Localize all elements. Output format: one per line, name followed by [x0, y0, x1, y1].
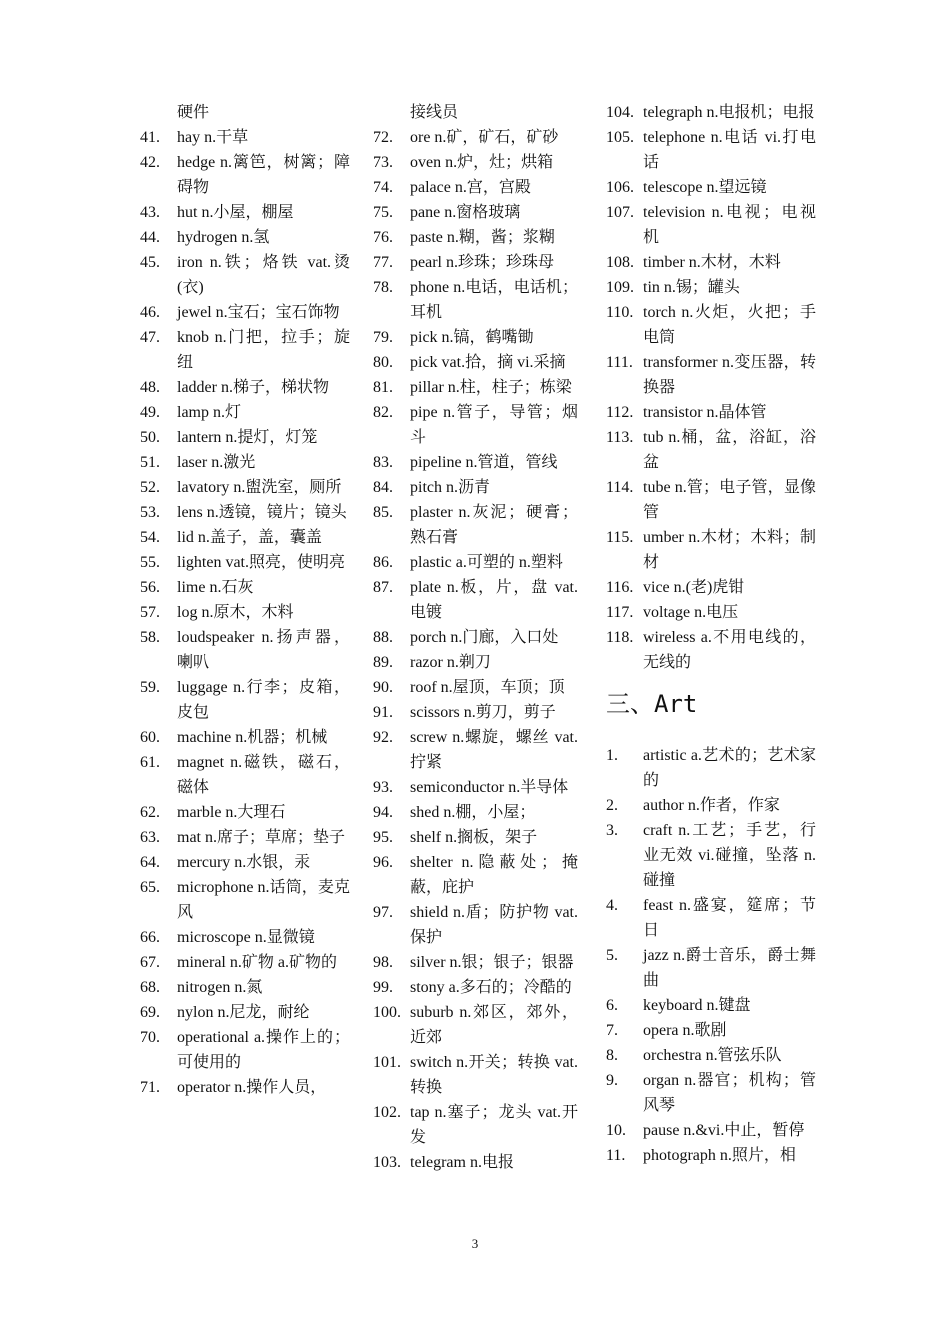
entry-text: telegram n.电报: [410, 1154, 514, 1171]
entry-number: 94.: [373, 804, 393, 821]
vocab-entry: [140, 750, 350, 800]
entry-text: lantern n.提灯，灯笼: [177, 429, 318, 446]
entry-number: 80.: [373, 354, 393, 371]
entry-text: knob n.门把，拉手；旋纽: [177, 329, 350, 371]
vocab-entry: [373, 175, 578, 200]
entry-text: plastic a.可塑的 n.塑料: [410, 554, 563, 571]
entry-text: television n.电视；电视机: [643, 204, 816, 246]
entry-text: iron n.铁；烙铁 vat.烫(衣): [177, 254, 350, 296]
vocab-entry: [606, 1068, 816, 1118]
entry-text: tap n.塞子；龙头 vat.开发: [410, 1104, 578, 1146]
column-1: [140, 100, 350, 1100]
entry-text: roof n.屋顶，车顶；顶: [410, 679, 565, 696]
entry-text: lighten vat.照亮，使明亮: [177, 554, 345, 571]
entry-text: magnet n.磁铁，磁石，磁体: [177, 754, 350, 796]
entry-number: 75.: [373, 204, 393, 221]
entry-number: 43.: [140, 204, 160, 221]
entry-text: transistor n.晶体管: [643, 404, 767, 421]
vocab-entry: [606, 1018, 816, 1043]
vocab-entry: [373, 550, 578, 575]
vocab-entry: [373, 575, 578, 625]
vocab-entry: [140, 975, 350, 1000]
entry-number: 47.: [140, 329, 160, 346]
entry-text: pick n.镐，鹤嘴锄: [410, 329, 534, 346]
entry-number: 117.: [606, 604, 634, 621]
entry-number: 109.: [606, 279, 634, 296]
entry-text: silver n.银；银子；银器: [410, 954, 574, 971]
entry-number: 41.: [140, 129, 160, 146]
entry-text: lens n.透镜，镜片；镜头: [177, 504, 347, 521]
continued-text: 接线员: [410, 104, 459, 121]
entry-number: 4.: [606, 897, 618, 914]
entry-number: 54.: [140, 529, 160, 546]
entry-number: 53.: [140, 504, 160, 521]
entry-text: pause n.&vi.中止，暂停: [643, 1122, 805, 1139]
entry-text: tube n.管；电子管，显像管: [643, 479, 816, 521]
entry-text: microphone n.话筒，麦克风: [177, 879, 350, 921]
column-3: [606, 100, 816, 1168]
entry-number: 6.: [606, 997, 618, 1014]
vocab-entry: [140, 450, 350, 475]
entry-text: timber n.木材，木料: [643, 254, 781, 271]
entry-number: 105.: [606, 129, 634, 146]
vocab-entry: [373, 900, 578, 950]
vocab-list: [373, 125, 578, 1175]
vocab-entry: [140, 475, 350, 500]
vocab-entry: [373, 275, 578, 325]
vocab-entry: [373, 625, 578, 650]
entry-text: lamp n.灯: [177, 404, 241, 421]
entry-number: 45.: [140, 254, 160, 271]
entry-number: 83.: [373, 454, 393, 471]
entry-text: nylon n.尼龙，耐纶: [177, 1004, 310, 1021]
vocab-entry: [373, 1150, 578, 1175]
entry-text: umber n.木材；木料；制材: [643, 529, 816, 571]
vocab-entry: [140, 1075, 350, 1100]
vocab-entry: [606, 893, 816, 943]
entry-number: 57.: [140, 604, 160, 621]
vocab-entry: [373, 975, 578, 1000]
vocab-entry: [140, 825, 350, 850]
entry-number: 77.: [373, 254, 393, 271]
entry-number: 113.: [606, 429, 634, 446]
entry-number: 76.: [373, 229, 393, 246]
vocab-entry: [140, 500, 350, 525]
entry-text: mercury n.水银，汞: [177, 854, 311, 871]
entry-number: 110.: [606, 304, 634, 321]
entry-number: 111.: [606, 354, 633, 371]
vocab-entry: [606, 625, 816, 675]
entry-number: 58.: [140, 629, 160, 646]
entry-number: 93.: [373, 779, 393, 796]
entry-text: ladder n.梯子，梯状物: [177, 379, 329, 396]
entry-text: hedge n.篱笆，树篱；障碍物: [177, 154, 350, 196]
entry-text: pillar n.柱，柱子；栋梁: [410, 379, 572, 396]
entry-number: 10.: [606, 1122, 626, 1139]
vocab-entry: [373, 825, 578, 850]
entry-text: telegraph n.电报机；电报: [643, 104, 815, 121]
vocab-entry: [606, 943, 816, 993]
entry-text: paste n.糊，酱；浆糊: [410, 229, 555, 246]
entry-text: tub n.桶，盆，浴缸，浴盆: [643, 429, 816, 471]
vocab-entry: [373, 450, 578, 475]
entry-number: 95.: [373, 829, 393, 846]
entry-text: marble n.大理石: [177, 804, 286, 821]
entry-text: torch n.火炬，火把；手电筒: [643, 304, 816, 346]
vocab-entry: [140, 425, 350, 450]
vocab-entry: [606, 1143, 816, 1168]
vocab-entry: [140, 525, 350, 550]
entry-number: 104.: [606, 104, 634, 121]
entry-text: palace n.宫，宫殿: [410, 179, 531, 196]
entry-number: 67.: [140, 954, 160, 971]
vocab-entry: [606, 400, 816, 425]
entry-text: wireless a.不用电线的，无线的: [643, 629, 816, 671]
entry-text: luggage n.行李；皮箱，皮包: [177, 679, 350, 721]
vocab-entry: [140, 150, 350, 200]
vocab-entry: [606, 575, 816, 600]
entry-text: craft n.工艺；手艺，行业无效 vi.碰撞，坠落 n.碰撞: [643, 822, 816, 889]
vocab-entry: [606, 600, 816, 625]
vocab-entry: [373, 725, 578, 775]
vocab-entry: [606, 350, 816, 400]
vocab-entry: [140, 875, 350, 925]
entry-number: 99.: [373, 979, 393, 996]
entry-number: 98.: [373, 954, 393, 971]
entry-number: 92.: [373, 729, 393, 746]
entry-text: pearl n.珍珠；珍珠母: [410, 254, 554, 271]
vocab-entry: [140, 950, 350, 975]
entry-number: 90.: [373, 679, 393, 696]
entry-number: 103.: [373, 1154, 401, 1171]
vocab-entry: [140, 850, 350, 875]
vocab-list: [606, 100, 816, 675]
vocab-entry: [606, 993, 816, 1018]
vocab-entry: [140, 225, 350, 250]
entry-number: 82.: [373, 404, 393, 421]
entry-number: 66.: [140, 929, 160, 946]
entry-number: 5.: [606, 947, 618, 964]
entry-text: porch n.门廊，入口处: [410, 629, 559, 646]
entry-number: 1.: [606, 747, 618, 764]
vocab-entry: [140, 600, 350, 625]
entry-number: 11.: [606, 1147, 626, 1164]
entry-number: 71.: [140, 1079, 160, 1096]
vocab-entry: [373, 500, 578, 550]
entry-number: 86.: [373, 554, 393, 571]
entry-text: lavatory n.盥洗室，厕所: [177, 479, 342, 496]
vocab-entry: [606, 1043, 816, 1068]
entry-number: 56.: [140, 579, 160, 596]
entry-number: 96.: [373, 854, 393, 871]
vocab-entry: [606, 275, 816, 300]
entry-number: 85.: [373, 504, 393, 521]
vocab-entry: [140, 400, 350, 425]
entry-text: mat n.席子；草席；垫子: [177, 829, 345, 846]
vocab-entry: [373, 150, 578, 175]
vocab-entry: [373, 950, 578, 975]
entry-number: 50.: [140, 429, 160, 446]
entry-text: organ n.器官；机构；管风琴: [643, 1072, 816, 1114]
entry-number: 102.: [373, 1104, 401, 1121]
vocab-entry: [140, 200, 350, 225]
vocab-entry: [373, 1050, 578, 1100]
page-number: 3: [471, 1236, 479, 1251]
vocab-entry: [606, 300, 816, 350]
entry-number: 101.: [373, 1054, 401, 1071]
vocab-entry: [606, 425, 816, 475]
entry-text: suburb n.郊区，郊外，近郊: [410, 1004, 578, 1046]
vocab-list: [140, 125, 350, 1100]
entry-number: 107.: [606, 204, 634, 221]
entry-number: 49.: [140, 404, 160, 421]
entry-text: ore n.矿，矿石，矿砂: [410, 129, 559, 146]
vocab-entry: [606, 793, 816, 818]
entry-text: oven n.炉，灶；烘箱: [410, 154, 554, 171]
art-vocab-list: [606, 743, 816, 1168]
entry-text: operator n.操作人员，: [177, 1079, 327, 1096]
entry-number: 97.: [373, 904, 393, 921]
vocab-entry: [140, 625, 350, 675]
vocab-entry: [606, 200, 816, 250]
entry-text: author n.作者，作家: [643, 797, 780, 814]
entry-number: 55.: [140, 554, 160, 571]
vocab-entry: [140, 925, 350, 950]
entry-number: 64.: [140, 854, 160, 871]
entry-number: 7.: [606, 1022, 618, 1039]
column-2: [373, 100, 578, 1175]
entry-text: artistic a.艺术的；艺术家的: [643, 747, 816, 789]
entry-number: 69.: [140, 1004, 160, 1021]
entry-number: 91.: [373, 704, 393, 721]
entry-text: pick vat.拾，摘 vi.采摘: [410, 354, 566, 371]
entry-number: 100.: [373, 1004, 401, 1021]
entry-text: telescope n.望远镜: [643, 179, 767, 196]
entry-number: 116.: [606, 579, 634, 596]
vocab-entry: [373, 1000, 578, 1050]
entry-text: tin n.锡；罐头: [643, 279, 740, 296]
entry-text: pipeline n.管道，管线: [410, 454, 558, 471]
entry-number: 87.: [373, 579, 393, 596]
entry-number: 73.: [373, 154, 393, 171]
entry-text: feast n.盛宴，筵席；节日: [643, 897, 816, 939]
entry-text: screw n.螺旋，螺丝 vat.拧紧: [410, 729, 578, 771]
entry-text: opera n.歌剧: [643, 1022, 727, 1039]
entry-text: voltage n.电压: [643, 604, 739, 621]
vocab-entry: [140, 375, 350, 400]
entry-text: transformer n.变压器，转换器: [643, 354, 816, 396]
entry-text: lid n.盖子，盖，囊盖: [177, 529, 322, 546]
entry-text: switch n.开关；转换 vat.转换: [410, 1054, 578, 1096]
entry-number: 46.: [140, 304, 160, 321]
vocab-entry: [140, 1025, 350, 1075]
entry-number: 88.: [373, 629, 393, 646]
vocab-entry: [140, 725, 350, 750]
entry-number: 72.: [373, 129, 393, 146]
entry-number: 51.: [140, 454, 160, 471]
vocab-entry: [373, 225, 578, 250]
entry-number: 61.: [140, 754, 160, 771]
vocab-entry: [140, 575, 350, 600]
vocab-entry: [373, 800, 578, 825]
entry-text: jewel n.宝石；宝石饰物: [177, 304, 340, 321]
entry-number: 106.: [606, 179, 634, 196]
entry-text: semiconductor n.半导体: [410, 779, 569, 796]
entry-text: operational a.操作上的；可使用的: [177, 1029, 350, 1071]
vocab-entry: [373, 475, 578, 500]
vocab-entry: [606, 818, 816, 893]
vocab-entry: [606, 250, 816, 275]
entry-number: 63.: [140, 829, 160, 846]
vocab-entry: [373, 700, 578, 725]
entry-text: shelf n.搁板，架子: [410, 829, 538, 846]
section-heading-art: 三、Art: [606, 690, 698, 718]
vocab-entry: [606, 175, 816, 200]
entry-number: 115.: [606, 529, 634, 546]
entry-number: 52.: [140, 479, 160, 496]
entry-number: 81.: [373, 379, 393, 396]
entry-text: razor n.剃刀: [410, 654, 491, 671]
entry-number: 2.: [606, 797, 618, 814]
entry-text: loudspeaker n.扬声器，喇叭: [177, 629, 350, 671]
vocab-entry: [373, 850, 578, 900]
entry-text: hut n.小屋，棚屋: [177, 204, 294, 221]
entry-text: log n.原木，木料: [177, 604, 294, 621]
vocab-entry: [373, 250, 578, 275]
entry-number: 84.: [373, 479, 393, 496]
vocab-entry: [140, 250, 350, 300]
entry-number: 68.: [140, 979, 160, 996]
entry-text: orchestra n.管弦乐队: [643, 1047, 782, 1064]
entry-text: lime n.石灰: [177, 579, 254, 596]
entry-number: 62.: [140, 804, 160, 821]
vocab-entry: [606, 100, 816, 125]
vocab-entry: [140, 800, 350, 825]
entry-text: stony a.多石的；冷酷的: [410, 979, 572, 996]
vocab-entry: [140, 125, 350, 150]
entry-number: 79.: [373, 329, 393, 346]
entry-text: hydrogen n.氢: [177, 229, 270, 246]
entry-text: jazz n.爵士音乐，爵士舞曲: [643, 947, 816, 989]
entry-text: mineral n.矿物 a.矿物的: [177, 954, 337, 971]
vocab-entry: [373, 1100, 578, 1150]
entry-number: 118.: [606, 629, 634, 646]
entry-text: pipe n.管子，导管；烟斗: [410, 404, 578, 446]
entry-number: 8.: [606, 1047, 618, 1064]
entry-text: machine n.机器；机械: [177, 729, 328, 746]
continued-text: 硬件: [177, 104, 210, 121]
vocab-entry: [373, 350, 578, 375]
entry-number: 114.: [606, 479, 634, 496]
entry-text: pitch n.沥青: [410, 479, 490, 496]
vocab-entry: [140, 300, 350, 325]
vocab-entry: [373, 125, 578, 150]
entry-text: nitrogen n.氮: [177, 979, 263, 996]
entry-number: 42.: [140, 154, 160, 171]
entry-number: 74.: [373, 179, 393, 196]
vocab-entry: [606, 125, 816, 175]
entry-text: shield n.盾；防护物 vat.保护: [410, 904, 578, 946]
vocab-entry: [606, 1118, 816, 1143]
entry-number: 60.: [140, 729, 160, 746]
entry-text: plate n.板，片，盘 vat.电镀: [410, 579, 578, 621]
vocab-entry: [606, 743, 816, 793]
entry-text: telephone n.电话 vi.打电话: [643, 129, 816, 171]
vocab-entry: [373, 650, 578, 675]
entry-text: phone n.电话，电话机；耳机: [410, 279, 578, 321]
entry-number: 9.: [606, 1072, 618, 1089]
vocab-entry: [140, 550, 350, 575]
entry-number: 78.: [373, 279, 393, 296]
entry-text: vice n.(老)虎钳: [643, 579, 745, 596]
entry-number: 112.: [606, 404, 634, 421]
vocab-entry: [140, 325, 350, 375]
vocab-entry: [373, 400, 578, 450]
entry-number: 65.: [140, 879, 160, 896]
entry-number: 44.: [140, 229, 160, 246]
entry-number: 48.: [140, 379, 160, 396]
vocab-entry: [373, 325, 578, 350]
entry-number: 59.: [140, 679, 160, 696]
vocab-entry: [373, 775, 578, 800]
entry-text: shelter n.隐蔽处；掩蔽，庇护: [410, 854, 578, 896]
entry-text: scissors n.剪刀，剪子: [410, 704, 556, 721]
entry-text: hay n.干草: [177, 129, 249, 146]
entry-text: photograph n.照片，相: [643, 1147, 796, 1164]
entry-text: keyboard n.键盘: [643, 997, 751, 1014]
entry-text: pane n.窗格玻璃: [410, 204, 521, 221]
entry-text: laser n.激光: [177, 454, 256, 471]
entry-number: 3.: [606, 822, 618, 839]
entry-number: 70.: [140, 1029, 160, 1046]
entry-text: plaster n.灰泥；硬膏；熟石膏: [410, 504, 578, 546]
vocab-entry: [606, 475, 816, 525]
vocab-entry: [140, 1000, 350, 1025]
entry-text: shed n.棚，小屋；: [410, 804, 536, 821]
vocab-entry: [606, 525, 816, 575]
vocab-entry: [373, 675, 578, 700]
vocab-entry: [373, 375, 578, 400]
entry-text: microscope n.显微镜: [177, 929, 315, 946]
vocab-entry: [140, 675, 350, 725]
vocab-entry: [373, 200, 578, 225]
entry-number: 108.: [606, 254, 634, 271]
entry-number: 89.: [373, 654, 393, 671]
